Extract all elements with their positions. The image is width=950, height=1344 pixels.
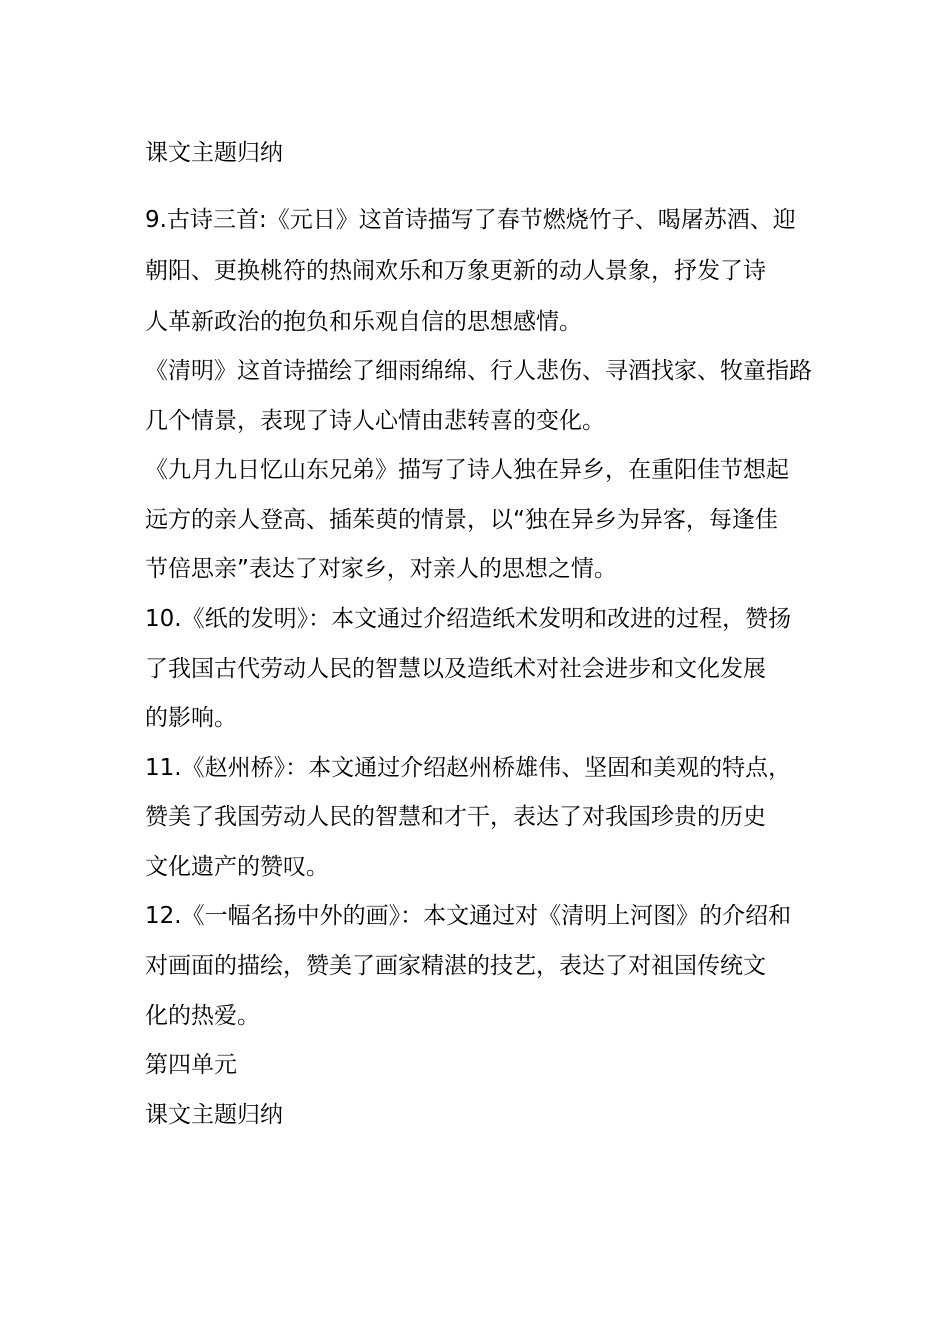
unit-heading: 第四单元 bbox=[145, 1052, 237, 1078]
text-line: 赞美了我国劳动人民的智慧和才干，表达了对我国珍贵的历史 bbox=[145, 804, 766, 830]
text-line: 《清明》这首诗描绘了细雨绵绵、行人悲伤、寻酒找家、牧童指路 bbox=[145, 358, 812, 384]
text-line: 了我国古代劳动人民的智慧以及造纸术对社会进步和文化发展 bbox=[145, 656, 766, 682]
section-heading: 课文主题归纳 bbox=[145, 140, 283, 166]
text-line: 文化遗产的赞叹。 bbox=[145, 854, 329, 880]
text-line: 朝阳、更换桃符的热闹欢乐和万象更新的动人景象，抒发了诗 bbox=[145, 258, 766, 284]
text-line: 12.《一幅名扬中外的画》：本文通过对《清明上河图》的介绍和 bbox=[145, 903, 792, 929]
text-line: 化的热爱。 bbox=[145, 1003, 260, 1029]
text-line: 人革新政治的抱负和乐观自信的思想感情。 bbox=[145, 309, 582, 335]
text-line: 远方的亲人登高、插茱萸的情景，以“独在异乡为异客，每逢佳 bbox=[145, 507, 778, 533]
text-line: 11.《赵州桥》：本文通过介绍赵州桥雄伟、坚固和美观的特点， bbox=[145, 755, 792, 781]
text-line: 对画面的描绘，赞美了画家精湛的技艺，表达了对祖国传统文 bbox=[145, 953, 766, 979]
text-line: 《九月九日忆山东兄弟》描写了诗人独在异乡，在重阳佳节想起 bbox=[145, 457, 789, 483]
text-line: 几个情景，表现了诗人心情由悲转喜的变化。 bbox=[145, 408, 605, 434]
text-line: 节倍思亲”表达了对家乡，对亲人的思想之情。 bbox=[145, 556, 617, 582]
text-line: 10.《纸的发明》：本文通过介绍造纸术发明和改进的过程，赞扬 bbox=[145, 606, 792, 632]
text-line: 9.古诗三首:《元日》这首诗描写了春节燃烧竹子、喝屠苏酒、迎 bbox=[145, 207, 796, 233]
section-heading: 课文主题归纳 bbox=[145, 1102, 283, 1128]
text-line: 的影响。 bbox=[145, 705, 237, 731]
